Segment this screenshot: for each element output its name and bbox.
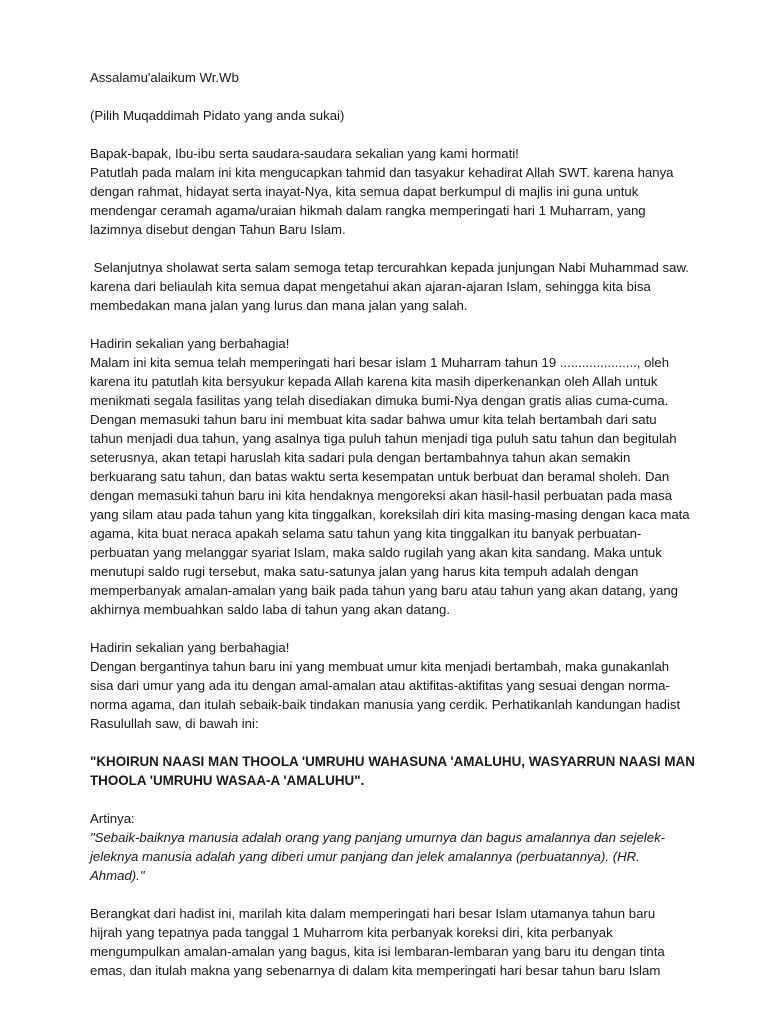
sholawat-paragraph (90, 258, 700, 315)
paragraph-line: Berangkat dari hadist ini, marilah kita dalam memperingati hari besar Islam utamanya tahun baru (90, 906, 656, 921)
paragraph-line: perbuatan yang melanggar syariat Islam, maka saldo rugilah yang akan kita sandang. Maka untuk (90, 545, 662, 560)
paragraph-line: dengan memasuki tahun baru ini kita hendaknya mengoreksi akan hasil-hasil perbuatan pada masa (90, 488, 673, 503)
artinya-paragraph (90, 809, 700, 885)
document-page (90, 68, 700, 999)
paragraph-line: hijrah yang tepatnya pada tanggal 1 Muharrom kita perbanyak koreksi diri, kita perbanyak (90, 925, 613, 940)
paragraph-line: Selanjutnya sholawat serta salam semoga tetap tercurahkan kepada junjungan Nabi Muhammad saw. (90, 260, 689, 275)
translation-line: "Sebaik-baiknya manusia adalah orang yang panjang umurnya dan bagus amalannya dan sejelek- (90, 830, 666, 845)
hadist-quote (90, 752, 700, 790)
paragraph-line: emas, dan itulah makna yang sebenarnya di dalam kita memperingati hari besar tahun baru Islam (90, 963, 661, 978)
paragraph-line: membedakan mana jalan yang lurus dan mana jalan yang salah. (90, 298, 468, 313)
paragraph-line: mendengar ceramah agama/uraian hikmah dalam rangka memperingati hari 1 Muharram, yang (90, 203, 646, 218)
translation-line: Ahmad)." (90, 868, 145, 883)
paragraph-line: agama, kita buat neraca apakah selama satu tahun yang kita tinggalkan itu banyak perbuatan- (90, 526, 642, 541)
paragraph-line: menikmati segala fasilitas yang telah disediakan dimuka bumi-Nya dengan gratis alias cuma-cuma. (90, 393, 669, 408)
paragraph-heading: Hadirin sekalian yang berbahagia! (90, 640, 290, 655)
paragraph-line: seterusnya, akan tetapi haruslah kita sadari pula dengan bertambahnya tahun akan semakin (90, 450, 631, 465)
paragraph-line: mengumpulkan amalan-amalan yang bagus, kita isi lembaran-lembaran yang baru itu dengan tinta (90, 944, 665, 959)
paragraph-line: karena itu patutlah kita bersyukur kepada Allah karena kita masih diperkenankan oleh Allah untuk (90, 374, 658, 389)
muharram-paragraph (90, 334, 700, 619)
paragraph-line: dengan rahmat, hidayat serta inayat-Nya, kita semua dapat berkumpul di majlis ini guna untuk (90, 184, 639, 199)
paragraph-line: karena dari beliaulah kita semua dapat mengetahui akan ajaran-ajaran Islam, sehingga kita bisa (90, 279, 651, 294)
paragraph-line: yang silam atau pada tahun yang kita tinggalkan, koreksilah diri kita masing-masing dengan kaca mata (90, 507, 690, 522)
paragraph-line: menutupi saldo rugi tersebut, maka satu-satunya jalan yang harus kita tempuh adalah dengan (90, 564, 639, 579)
paragraph-line: norma agama, dan itulah sebaik-baik tindakan manusia yang cerdik. Perhatikanlah kandungan hadist (90, 697, 681, 712)
opening-paragraph (90, 144, 700, 239)
artinya-label: Artinya: (90, 811, 135, 826)
closing-paragraph (90, 904, 700, 980)
hadist-line: "KHOIRUN NAASI MAN THOOLA 'UMRUHU WAHASUNA 'AMALUHU, WASYARRUN NAASI MAN (90, 754, 695, 769)
paragraph-line: Dengan memasuki tahun baru ini membuat kita sadar bahwa umur kita telah bertambah dari satu (90, 412, 657, 427)
paragraph-line: lazimnya disebut dengan Tahun Baru Islam. (90, 222, 346, 237)
salam-paragraph (90, 68, 700, 87)
note-text: (Pilih Muqaddimah Pidato yang anda sukai) (90, 108, 345, 123)
salam-text: Assalamu'alaikum Wr.Wb (90, 70, 239, 85)
paragraph-line: sisa dari umur yang ada itu dengan amal-amalan atau aktifitas-aktifitas yang sesuai dengan norma- (90, 678, 670, 693)
paragraph-heading: Hadirin sekalian yang berbahagia! (90, 336, 290, 351)
translation-line: jeleknya manusia adalah yang diberi umur panjang dan jelek amalannya (perbuatannya). (HR. (90, 849, 640, 864)
paragraph-line: Rasulullah saw, di bawah ini: (90, 716, 259, 731)
paragraph-line: Bapak-bapak, Ibu-ibu serta saudara-saudara sekalian yang kami hormati! (90, 146, 519, 161)
paragraph-line: Malam ini kita semua telah memperingati hari besar islam 1 Muharram tahun 19 ....................., oleh (90, 355, 670, 370)
paragraph-line: tahun menjadi dua tahun, yang asalnya tiga puluh tahun menjadi tiga puluh satu tahun dan begitulah (90, 431, 677, 446)
paragraph-line: akhirnya membuahkan saldo laba di tahun yang akan datang. (90, 602, 450, 617)
paragraph-line: memperbanyak amalan-amalan yang baik pada tahun yang baru atau tahun yang akan datang, yang (90, 583, 678, 598)
paragraph-line: Dengan bergantinya tahun baru ini yang membuat umur kita menjadi bertambah, maka gunakanlah (90, 659, 670, 674)
umur-paragraph (90, 638, 700, 733)
hadist-line: THOOLA 'UMRUHU WASAA-A 'AMALUHU". (90, 773, 365, 788)
note-paragraph (90, 106, 700, 125)
paragraph-line: berkuarang satu tahun, dan batas waktu serta kesempatan untuk berbuat dan beramal sholeh. Dan (90, 469, 670, 484)
paragraph-line: Patutlah pada malam ini kita mengucapkan tahmid dan tasyakur kehadirat Allah SWT. karena hanya (90, 165, 674, 180)
